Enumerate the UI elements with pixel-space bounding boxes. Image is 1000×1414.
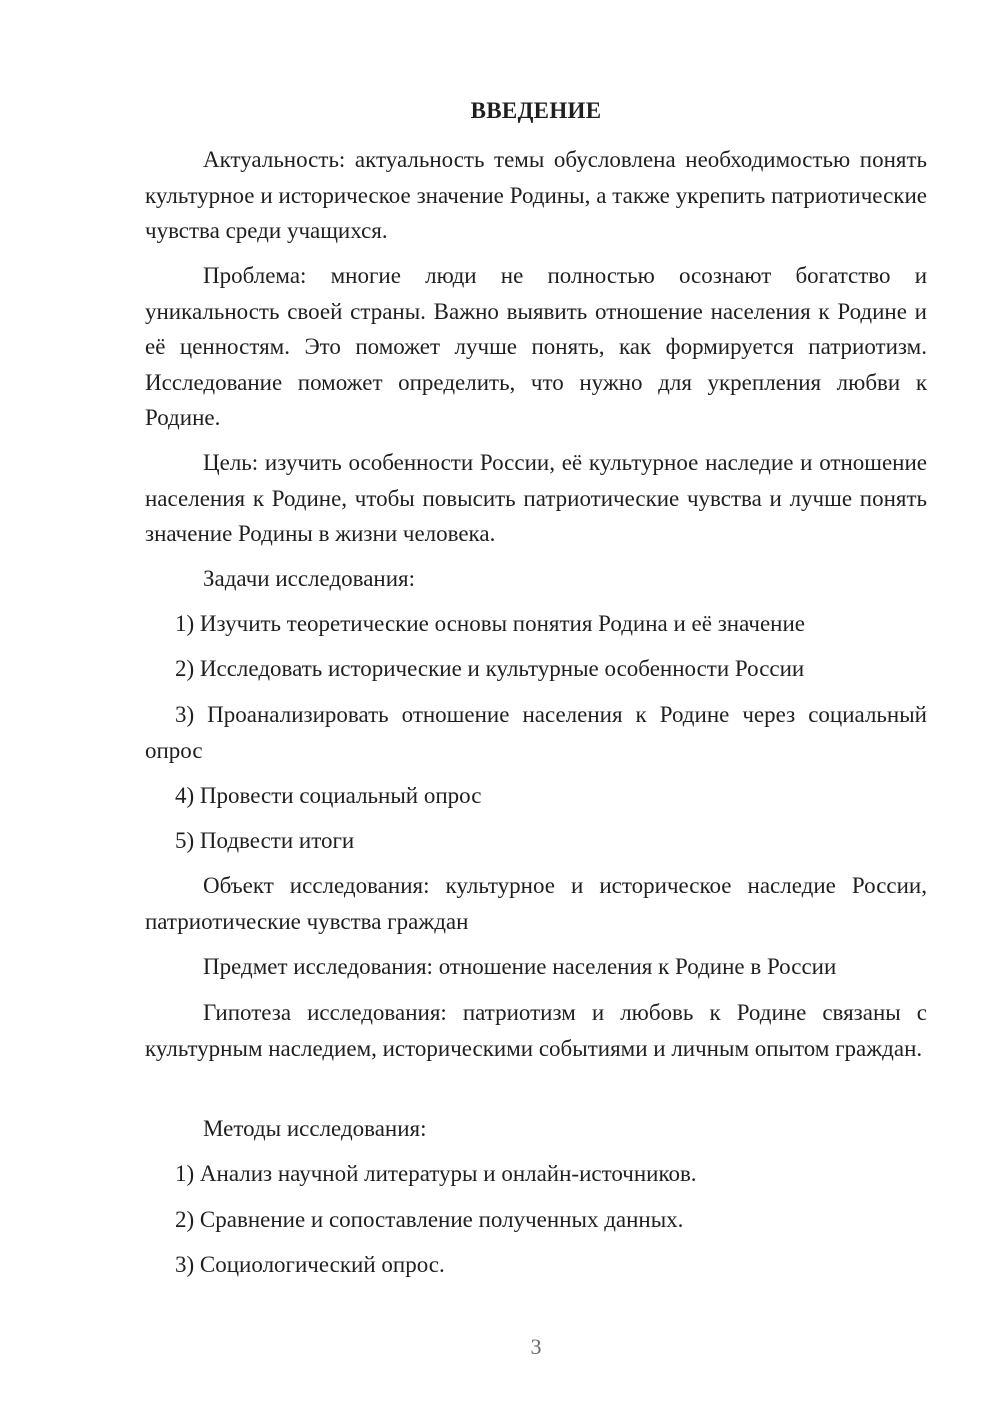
method-item-2: 2) Сравнение и сопоставление полученных данных.: [175, 1207, 684, 1232]
page-number: 3: [530, 1334, 542, 1359]
hypothesis-paragraph: Гипотеза исследования: патриотизм и любовь к Родине связаны с культурным наследием, историческими событиями и личным опытом граждан.: [145, 1000, 927, 1061]
method-item-1: 1) Анализ научной литературы и онлайн-источников.: [175, 1161, 697, 1186]
methods-heading: Методы исследования:: [203, 1116, 427, 1141]
object-paragraph: Объект исследования: культурное и историческое наследие России, патриотические чувства граждан: [145, 873, 927, 934]
method-item-3: 3) Социологический опрос.: [175, 1252, 445, 1277]
task-item-2: 2) Исследовать исторические и культурные особенности России: [175, 656, 805, 681]
task-item-3: 3) Проанализировать отношение населения к Родине через социальный опрос: [145, 702, 927, 763]
task-item-5: 5) Подвести итоги: [175, 828, 355, 853]
task-item-1: 1) Изучить теоретические основы понятия Родина и её значение: [175, 611, 805, 636]
task-item-4: 4) Провести социальный опрос: [175, 783, 482, 808]
goal-paragraph: Цель: изучить особенности России, её культурное наследие и отношение населения к Родине, чтобы повысить патриотические чувства и лучше понять значение Родины в жизни человека.: [145, 450, 927, 546]
tasks-heading: Задачи исследования:: [203, 566, 416, 591]
relevance-paragraph: Актуальность: актуальность темы обусловлена необходимостью понять культурное и историческое значение Родины, а также укрепить патриотические чувства среди учащихся.: [145, 147, 927, 243]
problem-paragraph: Проблема: многие люди не полностью осознают богатство и уникальность своей страны. Важно выявить отношение населения к Родине и её ценностям. Это поможет лучше понять, как формируется патриотизм. Исследование поможет определить, что нужно для укрепления любви к Родине.: [145, 263, 927, 430]
page-title: ВВЕДЕНИЕ: [470, 98, 602, 123]
subject-paragraph: Предмет исследования: отношение населения к Родине в России: [203, 954, 837, 979]
